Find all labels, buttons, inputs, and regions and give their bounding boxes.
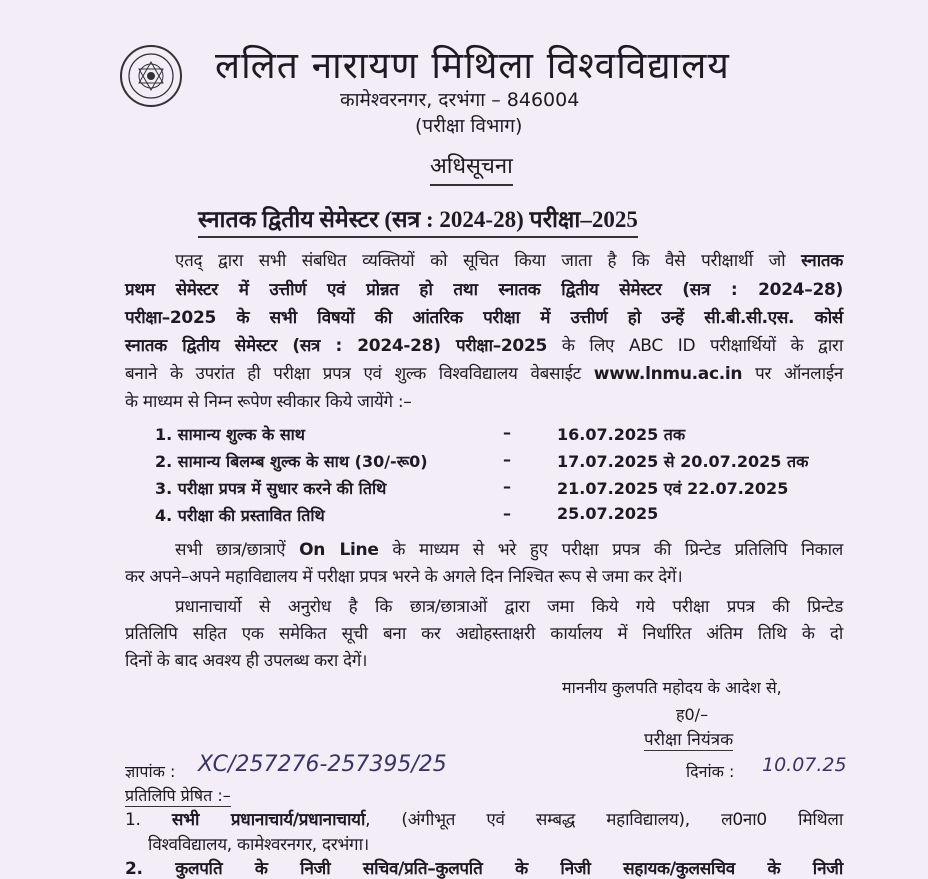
copy-item bbox=[125, 807, 843, 830]
copy-item bbox=[148, 832, 843, 855]
order-text: माननीय कुलपति महोदय के आदेश से, bbox=[562, 678, 782, 697]
text-segment: स्नातक bbox=[801, 251, 843, 271]
schedule-row bbox=[155, 423, 686, 445]
text-line bbox=[125, 305, 843, 328]
text-segment: 1. bbox=[125, 810, 172, 830]
text-line bbox=[125, 389, 843, 412]
text-segment: सभी प्रधानाचार्य/प्रधानाचार्या bbox=[171, 810, 366, 830]
department: (परीक्षा विभाग) bbox=[415, 115, 523, 137]
text-segment: दिनों के बाद अवश्य ही उपलब्ध करा देगें। bbox=[125, 651, 368, 671]
text-segment: बनाने के उपरांत ही परीक्षा प्रपत्र एवं शुल्क विश्वविद्यालय वेबसाईट bbox=[125, 364, 594, 384]
text-line bbox=[175, 594, 843, 617]
schedule-label: 1. सामान्य शुल्क के साथ bbox=[155, 425, 306, 444]
schedule-dash: – bbox=[503, 423, 511, 442]
memo-date: 10.07.25 bbox=[762, 754, 847, 776]
copy-heading: प्रतिलिपि प्रेषित :– bbox=[125, 786, 231, 805]
schedule-label: 4. परीक्षा की प्रस्तावित तिथि bbox=[155, 506, 325, 525]
text-segment: पर ऑनलाईन bbox=[742, 364, 843, 384]
schedule-dash: – bbox=[503, 504, 511, 523]
text-line bbox=[125, 277, 843, 300]
text-line bbox=[125, 361, 843, 384]
memo-number: XC/257276-257395/25 bbox=[198, 752, 447, 777]
text-segment: एतद् द्वारा सभी संबधित व्यक्तियों को सूचित किया जाता है कि वैसे परीक्षार्थी जो bbox=[175, 251, 802, 271]
schedule-date: 16.07.2025 तक bbox=[557, 425, 686, 444]
text-segment: कर अपने–अपने महाविद्यालय में परीक्षा प्रपत्र भरने के अगले दिन निश्चित रूप से जमा कर देगें। bbox=[125, 567, 683, 587]
text-segment: स्नातक द्वितीय सेमेस्टर (सत्र : 2024-28) परीक्षा–2025 bbox=[125, 336, 548, 356]
schedule-date: 17.07.2025 से 20.07.2025 तक bbox=[557, 452, 809, 471]
text-segment: , (अंगीभूत एवं सम्बद्ध महाविद्यालय), ल0ना0 मिथिला bbox=[365, 810, 843, 830]
university-seal-logo bbox=[118, 45, 184, 107]
text-line bbox=[125, 333, 843, 356]
schedule-label: 3. परीक्षा प्रपत्र में सुधार करने की तिथि bbox=[155, 479, 387, 498]
text-segment: www.lnmu.ac.in bbox=[593, 364, 743, 384]
university-title: ललित नारायण मिथिला विश्वविद्यालय bbox=[215, 44, 730, 87]
text-segment: परीक्षा–2025 के सभी विषयों की आंतरिक परीक्षा में उत्तीर्ण हो उन्हें सी.बी.सी.एस. कोर्स bbox=[125, 308, 843, 328]
copy-item bbox=[125, 856, 843, 879]
schedule-date: 21.07.2025 एवं 22.07.2025 bbox=[557, 479, 789, 498]
designation: परीक्षा नियंत्रक bbox=[644, 727, 733, 751]
memo-label: ज्ञापांक : bbox=[125, 762, 176, 781]
text-segment: प्रथम सेमेस्टर में उत्तीर्ण एवं प्रोन्नत हो तथा स्नातक द्वितीय सेमेस्टर (सत्र : 2024–28) bbox=[125, 280, 843, 300]
text-segment: प्रधानाचार्यो से अनुरोध है कि छात्र/छात्राओं द्वारा जमा किये गये परीक्षा प्रपत्र की प्रिन्टेड bbox=[175, 597, 843, 617]
text-segment: विश्वविद्यालय, कामेश्वरनगर, दरभंगा। bbox=[148, 835, 369, 855]
text-segment: 2. कुलपति के निजी सचिव/प्रति–कुलपति के निजी सहायक/कुलसचिव के निजी bbox=[125, 859, 843, 879]
text-segment: के माध्यम से भरे हुए परीक्षा प्रपत्र की प्रिन्टेड प्रतिलिपि निकाल bbox=[378, 540, 843, 560]
schedule-dash: – bbox=[503, 450, 511, 469]
schedule-label: 2. सामान्य बिलम्ब शुल्क के साथ (30/-रू0) bbox=[155, 452, 428, 471]
signed-mark: ह0/– bbox=[676, 705, 709, 724]
text-line bbox=[175, 248, 843, 271]
text-line bbox=[125, 648, 843, 671]
text-line bbox=[175, 537, 843, 560]
schedule-row bbox=[155, 477, 789, 499]
schedule-row bbox=[155, 504, 659, 526]
schedule-dash: – bbox=[503, 477, 511, 496]
text-line bbox=[125, 621, 843, 644]
schedule-row bbox=[155, 450, 809, 472]
text-segment: सभी छात्र/छात्राऐं bbox=[175, 540, 300, 560]
address: कामेश्वरनगर, दरभंगा – 846004 bbox=[340, 89, 580, 111]
text-segment: प्रतिलिपि सहित एक समेकित सूची बना कर अद्योहस्ताक्षरी कार्यालय में निर्धारित अंतिम तिथि के दो bbox=[125, 624, 843, 644]
text-segment: के लिए ABC ID परीक्षार्थियों के द्वारा bbox=[547, 336, 843, 356]
notice-heading: अधिसूचना bbox=[430, 150, 513, 186]
text-line bbox=[125, 564, 843, 587]
schedule-date: 25.07.2025 bbox=[557, 504, 659, 523]
notice-subtitle: स्नातक द्वितीय सेमेस्टर (सत्र : 2024-28) परीक्षा–2025 bbox=[198, 202, 638, 238]
text-segment: On Line bbox=[299, 540, 379, 560]
date-label: दिनांक : bbox=[686, 762, 735, 781]
text-segment: के माध्यम से निम्न रूपेण स्वीकार किये जायेंगे :– bbox=[125, 392, 412, 412]
